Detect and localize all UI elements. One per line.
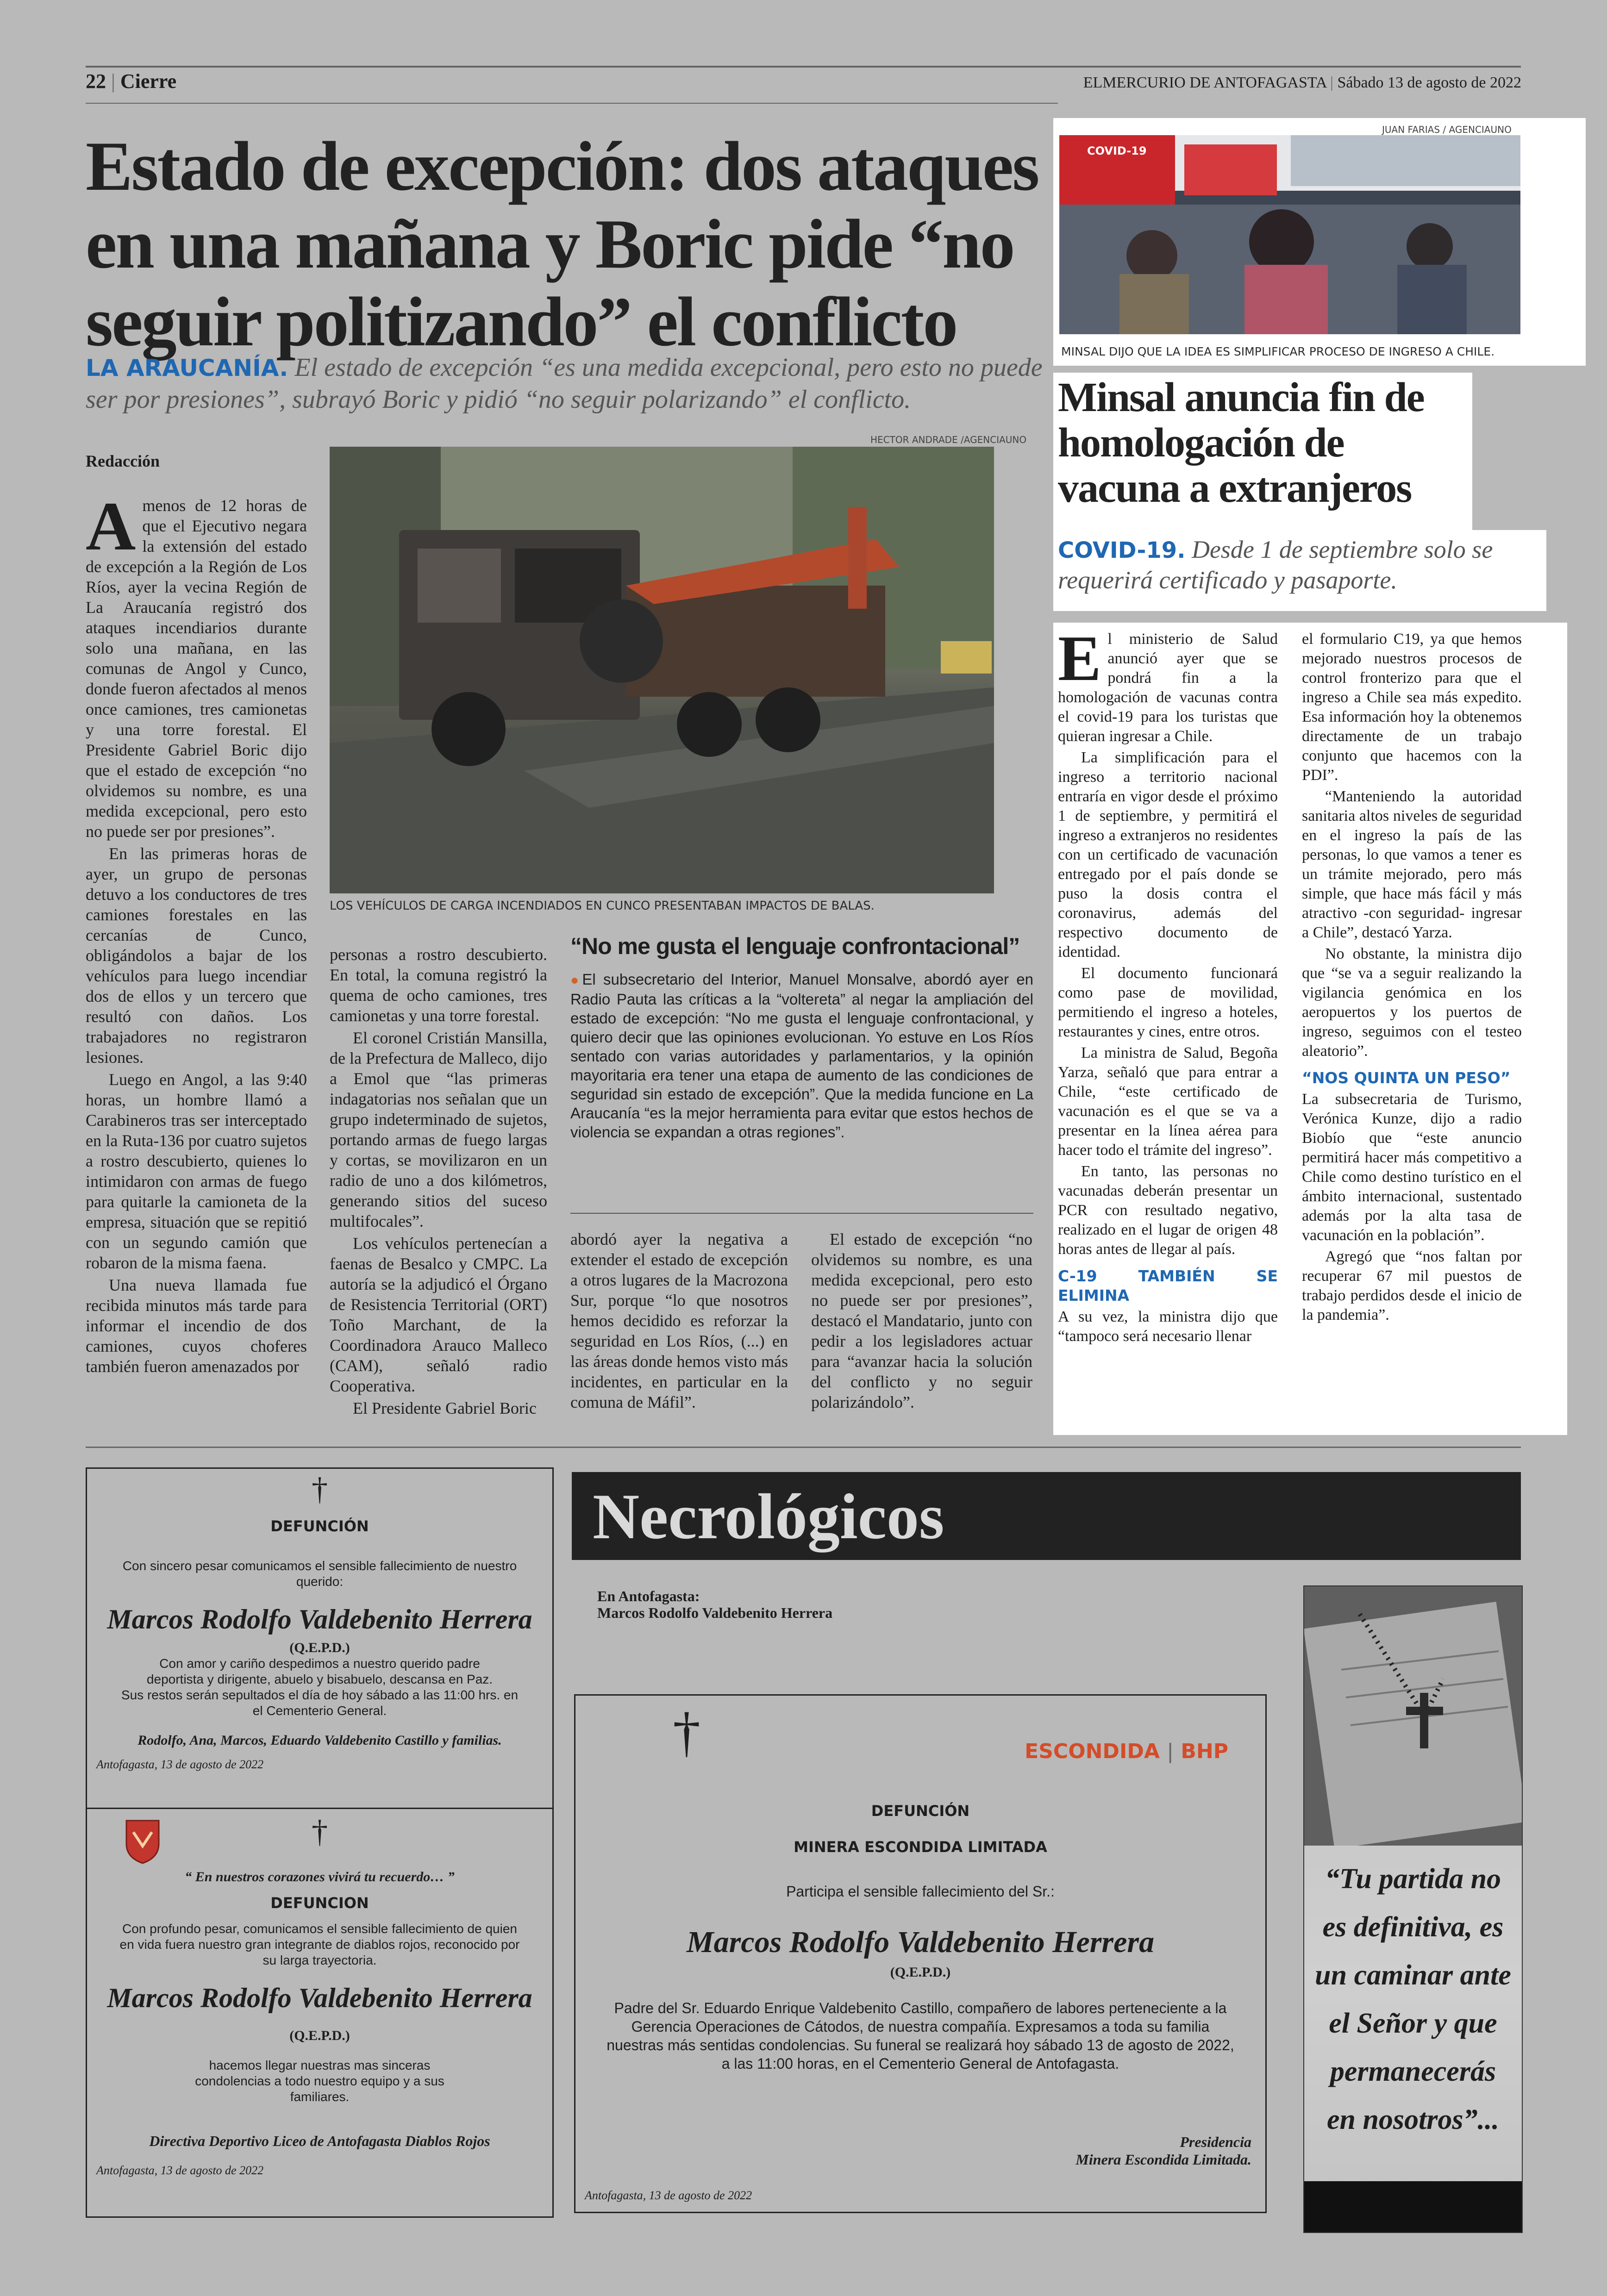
listing-name: Marcos Rodolfo Valdebenito Herrera <box>597 1604 833 1621</box>
ad3-intro: Participa el sensible fallecimiento del Sr.: <box>786 1883 1055 1900</box>
photo-sign-text: COVID-19 <box>1087 144 1147 157</box>
main-col4-p1: El estado de excepción “no olvidemos su nombre, es una medida excepcional, pero esto no puede ser por presiones”, destacó el Mandatario, junto con pedir a los legisladores actuar para “avanzar hacia la solución del conflicto y no seguir polarizándolo”. <box>811 1230 1032 1411</box>
side-dek-text: Desde 1 de septiembre solo se requerirá certificado y pasaporte. <box>1058 536 1493 594</box>
main-photo-caption: LOS VEHÍCULOS DE CARGA INCENDIADOS EN CUNCO PRESENTABAN IMPACTOS DE BALAS. <box>330 899 875 913</box>
obituary-ad-2 <box>86 1808 554 2218</box>
ad4-black-bar <box>1304 2181 1522 2232</box>
main-photo <box>330 447 994 893</box>
cross-icon: † <box>673 1701 700 1763</box>
side-col-2 <box>1302 630 1522 1327</box>
necrologicos-banner <box>572 1472 1521 1560</box>
quote-box <box>570 933 1033 1142</box>
side-headline: Minsal anuncia fin de homologación de vacuna a extranjeros <box>1058 374 1424 511</box>
main-col1-p4: Una nueva llamada fue recibida minutos más tarde para informar el incendio de dos camiones, cuyos choferes también fueron amenazados por <box>86 1276 307 1376</box>
main-kicker: LA ARAUCANÍA. <box>86 355 288 381</box>
side-photo-credit: JUAN FARIAS / AGENCIAUNO <box>1382 124 1512 135</box>
main-dropcap: A <box>86 488 136 565</box>
publication-date: Sábado 13 de agosto de 2022 <box>1337 74 1521 91</box>
main-col-1 <box>86 488 307 1379</box>
airport-crowd-photo <box>1059 135 1520 334</box>
ad3-name: Marcos Rodolfo Valdebenito Herrera <box>686 1925 1155 1959</box>
ad4-quote: “Tu partida no es definitiva, es un caminar ante el Señor y que permanecerás en nosotros”... <box>1315 1863 1511 2135</box>
ad1-footer: Antofagasta, 13 de agosto de 2022 <box>96 1758 264 1771</box>
main-headline: Estado de excepción: dos ataques en una mañana y Boric pide “no seguir politizando” el conflicto <box>86 127 1038 361</box>
side-col1-p4: La ministra de Salud, Begoña Yarza, señaló que para entrar a Chile, “este certificado de vacunación es el que se va a presentar en la línea aérea para hacer todo el trámite del ingreso”. <box>1058 1044 1278 1159</box>
main-col3-p1: abordó ayer la negativa a extender el estado de excepción a otros lugares de la Macrozona Sur, porque “lo que nosotros hemos decidido es reforzar la seguridad en Los Ríos, (...) en las áreas donde hemos visto más incidentes, en particular en la comuna de Máfil”. <box>570 1230 788 1411</box>
ad3-footer: Antofagasta, 13 de agosto de 2022 <box>585 2189 752 2202</box>
ad2-text1: Con profundo pesar, comunicamos el sensible fallecimiento de quien en vida fuera nuestro gran integrante de diablos rojos, reconocido por su larga trayectoria. <box>119 1922 520 1967</box>
side-photo-caption: MINSAL DIJO QUE LA IDEA ES SIMPLIFICAR PROCESO DE INGRESO A CHILE. <box>1061 345 1495 358</box>
side-col2-p1: el formulario C19, ya que hemos mejorado nuestros procesos de control fronterizo para que el ingreso a Chile sea más expedito. Esa información hoy la obtenemos directamente de un trabajo conjunto que hacemos con la PDI”. <box>1302 630 1522 784</box>
main-col-2 <box>330 944 547 1420</box>
quote-box-title: “No me gusta el lenguaje confrontacional” <box>570 933 1020 959</box>
side-col1-p3: El documento funcionará como pase de movilidad, permitiendo el ingreso a hoteles, restaurantes y cines, entre otros. <box>1058 965 1278 1040</box>
ad2-signature: Directiva Deportivo Liceo de Antofagasta Diablos Rojos <box>149 2133 490 2149</box>
ad2-footer: Antofagasta, 13 de agosto de 2022 <box>96 2164 264 2177</box>
cross-icon: † <box>312 1472 328 1507</box>
ad1-text2: Sus restos serán sepultados el día de hoy sábado a las 11:00 hrs. en el Cementerio General. <box>121 1688 519 1718</box>
ad3-title: DEFUNCIÓN <box>871 1802 970 1820</box>
bible-rosary-image <box>1304 1586 1522 1846</box>
main-dek-text: El estado de excepción “es una medida excepcional, pero esto no puede ser por presiones”, subrayó Boric y pidió “no seguir polarizando” el conflicto. <box>86 353 1043 414</box>
ad1-title: DEFUNCIÓN <box>270 1517 369 1535</box>
logo-escondida: ESCONDIDA <box>1025 1740 1160 1763</box>
ad2-text2: hacemos llegar nuestras mas sinceras condolencias a todo nuestro equipo y a sus familiares. <box>195 2058 444 2104</box>
obituary-ad-4 <box>1303 1585 1523 2233</box>
obituary-listing <box>597 1588 832 1621</box>
main-col2-p3: Los vehículos pertenecían a faenas de Besalco y CMPC. La autoría se la adjudicó el Órgano de Resistencia Territorial (ORT) Toño Marchant, de la Coordinadora Arauco Malleco (CAM), señaló radio Cooperativa. <box>330 1234 547 1395</box>
bullet-icon: ● <box>570 973 582 988</box>
ad3-sign2: Minera Escondida Limitada. <box>1076 2151 1251 2168</box>
side-col1-p5: En tanto, las personas no vacunadas deberán presentar un PCR con resultado negativo, realizado en el lugar de origen 48 horas antes de llegar al país. <box>1058 1163 1278 1258</box>
ad2-title: DEFUNCION <box>270 1894 369 1912</box>
main-col1-p1: menos de 12 horas de que el Ejecutivo negara la extensión del estado de excepción a la Región de Los Ríos, ayer la vecina Región de La Araucanía registró dos ataques incendiarios durante solo una mañana, en las comunas de Angol y Cunco, donde fueron afectados al menos once camiones, tres camionetas y una torre forestal. El Presidente Gabriel Boric dijo que el estado de excepción “no olvidemos su nombre, es una medida excepcional, pero esto no puede ser por presiones”. <box>86 496 307 841</box>
ad1-signature: Rodolfo, Ana, Marcos, Eduardo Valdebenito Castillo y familias. <box>138 1733 502 1748</box>
side-col1-p6: A su vez, la ministra dijo que “tampoco será necesario llenar <box>1058 1308 1278 1345</box>
cross-icon: † <box>312 1814 328 1850</box>
logo-bhp: BHP <box>1181 1740 1228 1763</box>
main-dek <box>86 352 1049 415</box>
main-col2-p4: El Presidente Gabriel Boric <box>353 1399 537 1417</box>
quote-box-text: El subsecretario del Interior, Manuel Monsalve, abordó ayer en Radio Pauta las críticas a la “voltereta” al negar la ampliación del estado de excepción: “No me gusta el lenguaje confrontacional, y quiero decir que las opiniones evolucionan. Yo estuve en Los Ríos sentado con varias autoridades y parlamentarios, y la opinión mayoritaria era tener una etapa de aumento de las condiciones de seguridad sin estado de excepción”. Que la medida funcione en La Araucanía “es la mejor herramienta para evitar que estos hechos de violencia se expandan a otras regiones”. <box>570 971 1033 1141</box>
obituary-ad-1 <box>86 1467 554 1817</box>
side-dropcap: E <box>1058 623 1101 694</box>
quote-box-text-wrap <box>570 970 1033 1142</box>
main-col1-p2: En las primeras horas de ayer, un grupo de personas detuvo a los conductores de tres camiones forestales en las cercanías de Cunco, obligándolos a bajar de los vehículos para luego incendiar dos de ellos y un tercero que resultó con daños. Los trabajadores no registraron lesiones. <box>86 844 307 1067</box>
ad3-signature <box>1076 2133 1251 2168</box>
listing-place: En Antofagasta: <box>597 1588 700 1604</box>
ad2-quote: “ En nuestros corazones vivirá tu recuerdo… ” <box>185 1869 455 1884</box>
side-col-1 <box>1058 623 1278 1348</box>
ad1-qepd: (Q.E.P.D.) <box>289 1640 350 1655</box>
ad3-sign1: Presidencia <box>1180 2134 1251 2150</box>
side-col2-p2: “Manteniendo la autoridad sanitaria altos niveles de seguridad en el ingreso la país de las personas, lo que vamos a tener es un trámite mejorado, pero más simple, que hace más fácil y más atractivo -con seguridad- ingresar a Chile”, destacó Yarza. <box>1302 788 1522 941</box>
byline: Redacción <box>86 452 160 470</box>
burned-truck-photo <box>330 447 994 893</box>
section-name: Cierre <box>120 70 177 93</box>
side-col1-p1: l ministerio de Salud anunció ayer que se pondrá fin a la homologación de vacunas contra el covid-19 para los turistas que quieran ingresar a Chile. <box>1058 630 1278 745</box>
necrologicos-title: Necrológicos <box>593 1481 944 1553</box>
main-col-3 <box>570 1229 788 1414</box>
side-photo <box>1059 135 1520 334</box>
ad3-text: Padre del Sr. Eduardo Enrique Valdebenito Castillo, compañero de labores perteneciente a la Gerencia Operaciones de Cátodos, de nuestra compañía. Expresamos a toda su familia nuestras más sentidas condolencias. Su funeral se realizará hoy sábado 13 de agosto de 2022, a las 11:00 horas, en el Cementerio General de Antofagasta. <box>607 2000 1234 2072</box>
ad3-company: MINERA ESCONDIDA LIMITADA <box>794 1838 1047 1856</box>
ad1-name: Marcos Rodolfo Valdebenito Herrera <box>107 1604 532 1635</box>
side-col1-p2: La simplificación para el ingreso a territorio nacional entraría en vigor desde el próximo 1 de septiembre, y permitirá el ingreso a extranjeros no residentes con un certificado de vacunación entregado por el país donde se puso la dosis contra el coronavirus, además del respectivo documento de identidad. <box>1058 749 1278 961</box>
escondida-bhp-logo: ESCONDIDA | BHP <box>1025 1740 1228 1763</box>
quote-box-rule <box>570 1213 1033 1214</box>
header-top-rule <box>86 66 1521 68</box>
side-subhead-1: C-19 TAMBIÉN SE ELIMINA <box>1058 1267 1278 1304</box>
ad1-text1: Con amor y cariño despedimos a nuestro querido padre deportista y dirigente, abuelo y bisabuelo, descansa en Paz. <box>146 1656 493 1686</box>
section-rule <box>86 1447 1521 1448</box>
ad2-name: Marcos Rodolfo Valdebenito Herrera <box>107 1983 532 2013</box>
page-number: 22 <box>86 70 106 93</box>
header-bottom-rule <box>86 103 1058 104</box>
ad1-intro: Con sincero pesar comunicamos el sensible fallecimiento de nuestro querido: <box>122 1559 517 1589</box>
side-dek <box>1058 535 1539 595</box>
side-subhead-2: “NOS QUINTA UN PESO” <box>1302 1069 1511 1087</box>
ad2-qepd: (Q.E.P.D.) <box>289 2028 350 2043</box>
masthead-right: ELMERCURIO DE ANTOFAGASTA | Sábado 13 de agosto de 2022 <box>1083 74 1521 91</box>
main-col2-p2: El coronel Cristián Mansilla, de la Prefectura de Malleco, dijo a Emol que “las primeras indagatorias nos señalan que un grupo indeterminado de sujetos, portando armas de fuego largas y cortas, se movilizaron en un radio de uno a dos kilómetros, generando sitios del suceso multifocales”. <box>330 1029 547 1230</box>
side-col2-p3: No obstante, la ministra dijo que “se va a seguir realizando la vigilancia genómica en los aeropuertos y los puertos de ingreso, seguimos con el testeo aleatorio”. <box>1302 945 1522 1060</box>
publication-name: ELMERCURIO DE ANTOFAGASTA <box>1083 74 1326 91</box>
side-col2-p5: Agregó que “nos faltan por recuperar 67 mil puestos de trabajo perdidos desde el inicio de la pandemia”. <box>1302 1248 1522 1323</box>
main-col-4 <box>811 1229 1032 1414</box>
main-col1-p3: Luego en Angol, a las 9:40 horas, un hombre llamó a Carabineros tras ser interceptado en la Ruta-136 por cuatro sujetos a rostro descubierto, quienes lo intimidaron con armas de fuego para quitarle la camioneta de la empresa, situación que se repitió con un segundo camión que robaron de la misma faena. <box>86 1070 307 1272</box>
side-col2-p4: La subsecretaria de Turismo, Verónica Kunze, dijo a radio Biobío que “este anuncio permitirá hacer más competitivo a Chile como destino turístico en el ámbito internacional, sustentado además por la alta tasa de vacunación en la población”. <box>1302 1091 1522 1244</box>
diablos-rojos-shield-icon <box>124 1818 161 1865</box>
obituary-ad-3 <box>574 1694 1267 2213</box>
ad3-qepd: (Q.E.P.D.) <box>890 1965 951 1980</box>
side-kicker: COVID-19. <box>1058 537 1186 563</box>
main-photo-credit: HECTOR ANDRADE /AGENCIAUNO <box>870 434 1027 445</box>
page-folio: 22 | Cierre <box>86 70 177 93</box>
main-col2-p1: personas a rostro descubierto. En total, la comuna registró la quema de ocho camiones, tres camionetas y una torre forestal. <box>330 945 547 1025</box>
